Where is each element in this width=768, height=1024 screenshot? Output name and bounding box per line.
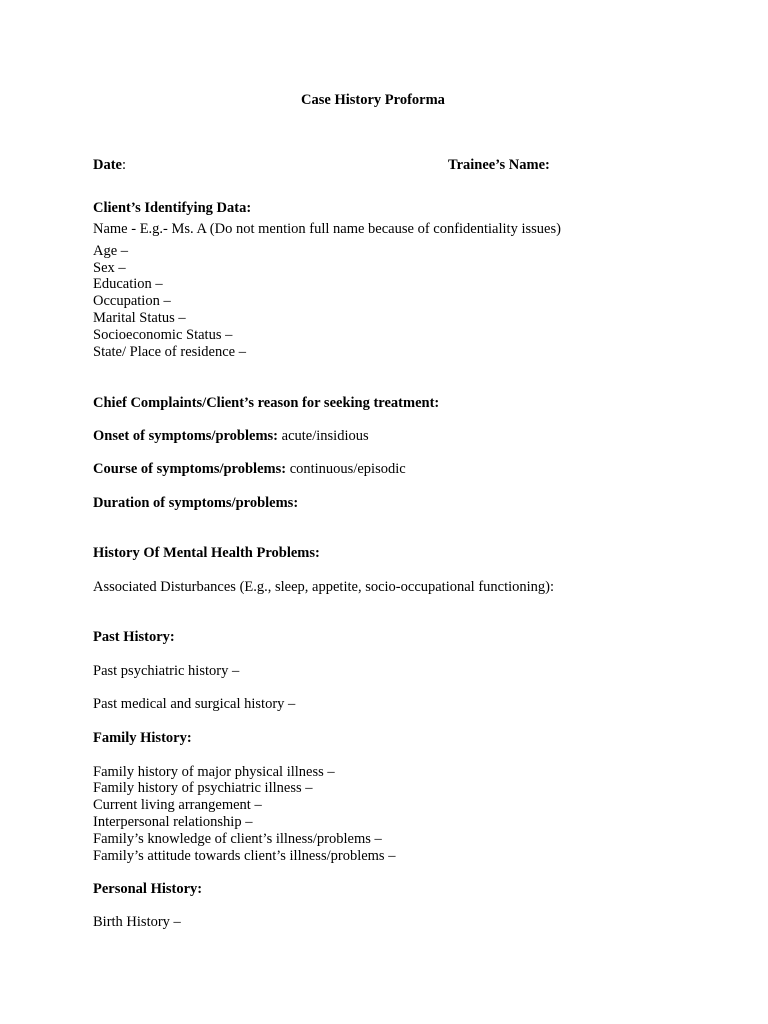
past-psychiatric-history: Past psychiatric history – — [93, 663, 240, 679]
past-history-heading: Past History: — [93, 629, 175, 645]
name-instruction: Name - E.g.- Ms. A (Do not mention full name because of confidentiality issues) — [93, 221, 561, 237]
birth-history: Birth History – — [93, 914, 181, 930]
date-field — [93, 157, 126, 174]
trainee-name-label: Trainee’s Name: — [448, 157, 550, 173]
list-item-socioeconomic-status: Socioeconomic Status – — [93, 327, 233, 343]
course-label: Course of symptoms/problems: — [93, 461, 287, 477]
list-item-family-knowledge: Family’s knowledge of client’s illness/problems – — [93, 831, 382, 847]
course-value: continuous/episodic — [286, 461, 406, 477]
list-item-marital-status: Marital Status – — [93, 310, 186, 326]
personal-history-heading: Personal History: — [93, 881, 203, 897]
list-item-education: Education – — [93, 276, 163, 292]
list-item-family-attitude: Family’s attitude towards client’s illness/problems – — [93, 848, 396, 864]
past-medical-history: Past medical and surgical history – — [93, 696, 296, 712]
onset-value: acute/insidious — [278, 428, 369, 444]
onset-line — [93, 428, 369, 445]
duration-label: Duration of symptoms/problems: — [93, 495, 299, 511]
list-item-family-physical-illness: Family history of major physical illness – — [93, 764, 335, 780]
course-line — [93, 461, 406, 478]
list-item-interpersonal-relationship: Interpersonal relationship – — [93, 814, 253, 830]
onset-label: Onset of symptoms/problems: — [93, 428, 279, 444]
list-item-age: Age – — [93, 243, 129, 259]
mental-health-heading: History Of Mental Health Problems: — [93, 545, 320, 561]
list-item-residence: State/ Place of residence – — [93, 344, 246, 360]
family-history-heading: Family History: — [93, 730, 192, 746]
date-label: Date — [93, 157, 122, 173]
list-item-living-arrangement: Current living arrangement – — [93, 797, 262, 813]
document-title: Case History Proforma — [301, 92, 445, 108]
list-item-family-psychiatric-illness: Family history of psychiatric illness – — [93, 780, 313, 796]
date-colon: : — [122, 157, 127, 173]
list-item-occupation: Occupation – — [93, 293, 171, 309]
chief-complaints-heading: Chief Complaints/Client’s reason for seeking treatment: — [93, 395, 440, 411]
list-item-sex: Sex – — [93, 260, 126, 276]
identifying-data-heading: Client’s Identifying Data: — [93, 200, 252, 216]
associated-disturbances: Associated Disturbances (E.g., sleep, appetite, socio-occupational functioning): — [93, 579, 555, 595]
